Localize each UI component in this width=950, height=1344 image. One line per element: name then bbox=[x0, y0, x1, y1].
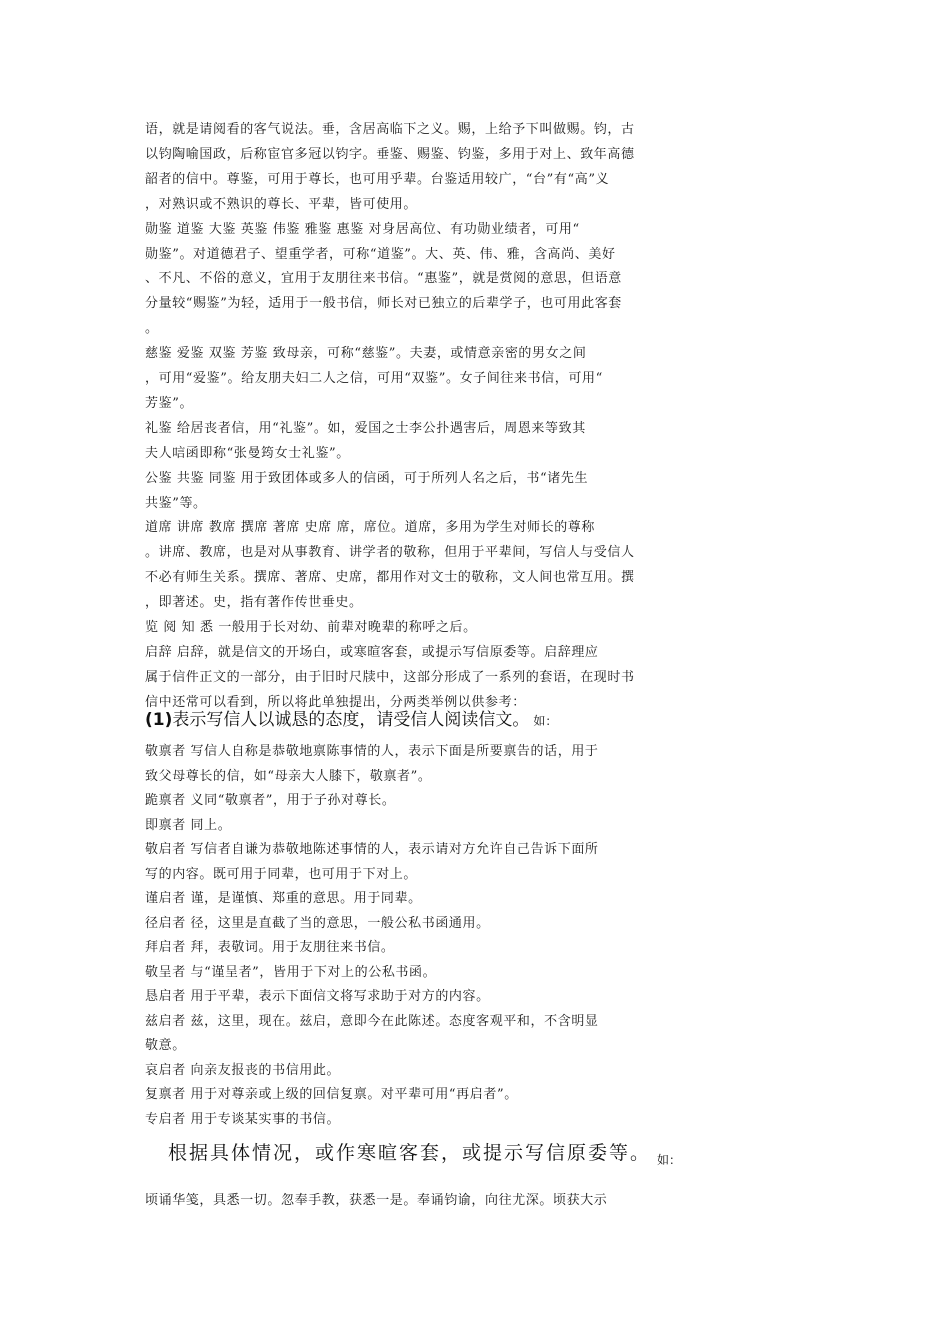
text-line: 敬意。 bbox=[145, 1038, 186, 1053]
text-line: 夫人唁函即称“张曼筠女士礼鉴”。 bbox=[145, 445, 350, 461]
heading-suffix: 如： bbox=[533, 714, 558, 728]
text-line: 拜启者 拜，表敬词。用于友朋往来书信。 bbox=[145, 940, 395, 955]
heading-text: 根据具体情况，或作寒暄客套，或提示写信原委等。 bbox=[168, 1142, 652, 1164]
text-line: 谨启者 谨，是谨慎、郑重的意思。用于同辈。 bbox=[145, 891, 422, 906]
text-line: 语，就是请阅看的客气说法。垂，含居高临下之义。赐，上给予下叫做赐。钧，古 bbox=[145, 122, 635, 137]
text-line: 信中还常可以看到，所以将此单独提出，分两类举例以供参考： bbox=[145, 694, 526, 710]
text-line: ，对熟识或不熟识的尊长、平辈，皆可使用。 bbox=[145, 196, 418, 212]
text-line: 分量较“赐鉴”为轻，适用于一般书信，师长对已独立的后辈学子，也可用此客套 bbox=[145, 296, 622, 312]
text-line: 属于信件正文的一部分，由于旧时尺牍中，这部分形成了一系列的套语，在现时书 bbox=[145, 669, 635, 685]
text-line: 启辞 启辞，就是信文的开场白，或寒暄客套，或提示写信原委等。启辞理应 bbox=[145, 644, 599, 660]
heading-number: (1) bbox=[145, 710, 173, 730]
text-line: 敬禀者 写信人自称是恭敬地禀陈事情的人，表示下面是所要禀告的话，用于 bbox=[145, 744, 599, 759]
text-line: 。讲席、教席，也是对从事教育、讲学者的敬称，但用于平辈间，写信人与受信人 bbox=[145, 545, 635, 561]
text-line: 径启者 径，这里是直截了当的意思，一般公私书函通用。 bbox=[145, 915, 490, 931]
text-line: 芳鉴”。 bbox=[145, 395, 194, 411]
text-line: 以钧陶喻国政，后称宦官多冠以钧字。垂鉴、赐鉴、钧鉴，多用于对上、致年高德 bbox=[145, 146, 635, 162]
text-line: 致父母尊长的信，如“母亲大人膝下，敬禀者”。 bbox=[145, 768, 432, 784]
text-line: 敬启者 写信者自谦为恭敬地陈述事情的人，表示请对方允许自己告诉下面所 bbox=[145, 842, 599, 857]
text-line: 跪禀者 义同“敬禀者”，用于子孙对尊长。 bbox=[145, 793, 396, 808]
section-heading-2 bbox=[168, 1140, 681, 1168]
heading-text: 表示写信人以诚恳的态度，请受信人阅读信文。 bbox=[172, 710, 530, 730]
text-line: 不必有师生关系。撰席、著席、史席，都用作对文士的敬称，文人间也常互用。撰 bbox=[145, 570, 635, 586]
text-line: 敬呈者 与“谨呈者”，皆用于下对上的公私书函。 bbox=[145, 964, 437, 980]
text-line: 复禀者 用于对尊亲或上级的回信复禀。对平辈可用“再启者”。 bbox=[145, 1087, 518, 1102]
text-line: 公鉴 共鉴 同鉴 用于致团体或多人的信函，可于所列人名之后，书“诸先生 bbox=[145, 470, 589, 486]
text-line: 顷诵华笺，具悉一切。忽奉手教，获悉一是。奉诵钧谕，向往尤深。顷获大示 bbox=[145, 1193, 608, 1208]
text-line: 哀启者 向亲友报丧的书信用此。 bbox=[145, 1062, 341, 1078]
text-line: 专启者 用于专谈某实事的书信。 bbox=[145, 1111, 341, 1127]
text-line: 、不凡、不俗的意义，宜用于友朋往来书信。“惠鉴”，就是赏阅的意思，但语意 bbox=[145, 271, 622, 287]
text-line: ，即著述。史，指有著作传世垂史。 bbox=[145, 595, 363, 611]
text-line: ，可用“爱鉴”。给友朋夫妇二人之信，可用“双鉴”。女子间往来书信，可用“ bbox=[145, 371, 603, 386]
text-line: 共鉴”等。 bbox=[145, 495, 207, 511]
text-line: 勋鉴”。对道德君子、望重学者，可称“道鉴”。大、英、伟、雅，含高尚、美好 bbox=[145, 246, 616, 262]
heading-suffix: 如： bbox=[657, 1153, 682, 1167]
text-line: 礼鉴 给居丧者信，用“礼鉴”。如，爱国之士李公扑遇害后，周恩来等致其 bbox=[145, 420, 586, 436]
text-line: 兹启者 兹，这里，现在。兹启，意即今在此陈述。态度客观平和，不含明显 bbox=[145, 1013, 599, 1029]
section-heading-1 bbox=[145, 708, 557, 733]
text-line: 览 阅 知 悉 一般用于长对幼、前辈对晚辈的称呼之后。 bbox=[145, 620, 477, 635]
text-line: 勋鉴 道鉴 大鉴 英鉴 伟鉴 雅鉴 惠鉴 对身居高位、有功勋业绩者，可用“ bbox=[145, 221, 580, 237]
text-line: 慈鉴 爱鉴 双鉴 芳鉴 致母亲，可称“慈鉴”。夫妻，或情意亲密的男女之间 bbox=[145, 346, 587, 362]
text-line: 即禀者 同上。 bbox=[145, 817, 232, 833]
text-line: 写的内容。既可用于同辈，也可用于下对上。 bbox=[145, 866, 418, 882]
text-line: 。 bbox=[145, 321, 159, 337]
text-line: 道席 讲席 教席 撰席 著席 史席 席，席位。道席，多用为学生对师长的尊称 bbox=[145, 520, 595, 536]
text-line: 恳启者 用于平辈，表示下面信文将写求助于对方的内容。 bbox=[145, 989, 490, 1004]
text-line: 韶者的信中。尊鉴，可用于尊长，也可用乎辈。台鉴适用较广，“台”有“高”义 bbox=[145, 171, 610, 187]
